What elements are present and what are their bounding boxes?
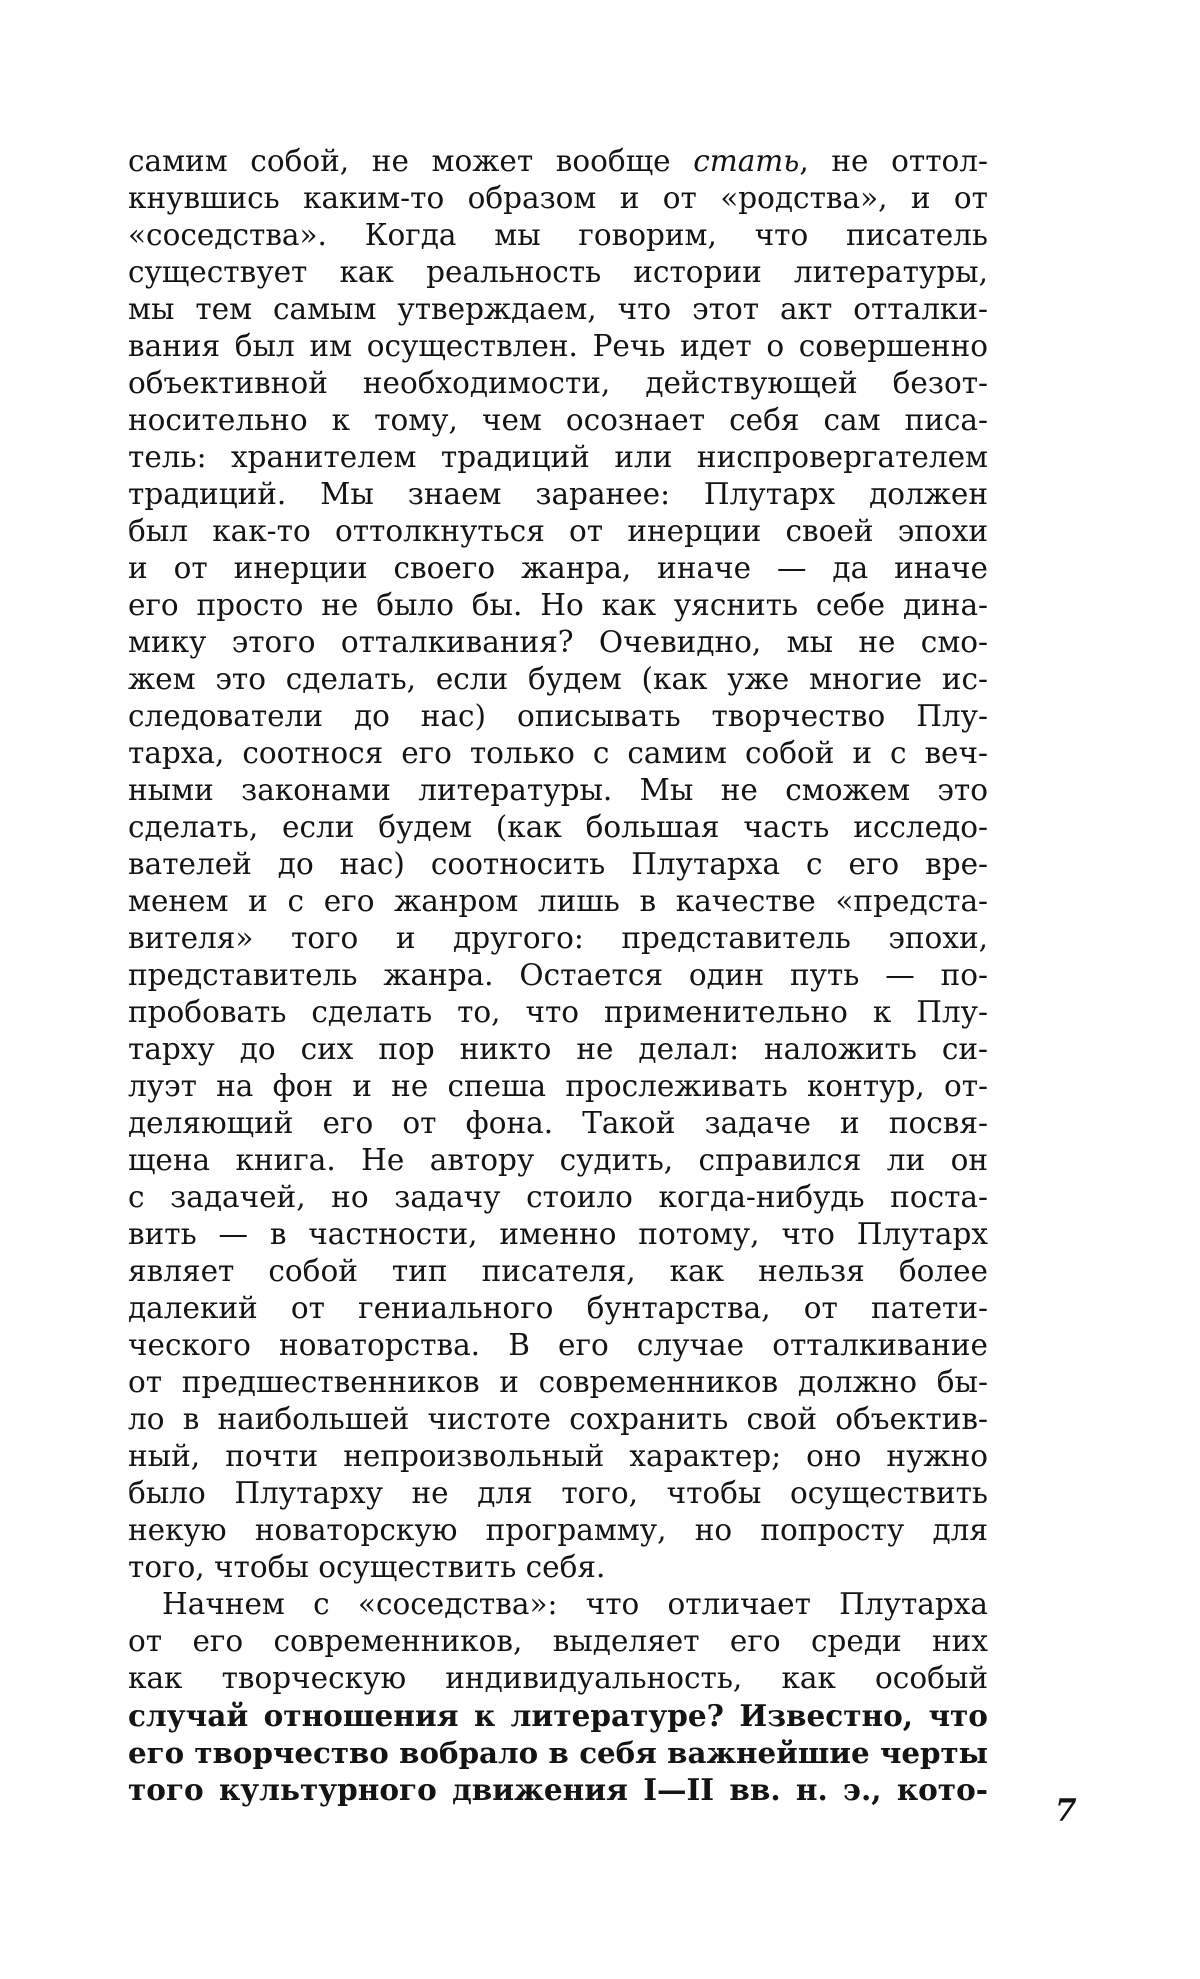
text-line: тарха, соотнося его только с самим собой и с веч- — [128, 736, 988, 770]
text-line: случай отношения к литературе? Известно, что — [128, 1698, 988, 1733]
text-line: деляющий его от фона. Такой задаче и посвя- — [128, 1106, 988, 1140]
text-line: далекий от гениального бунтарства, от патети- — [128, 1291, 988, 1325]
body-text — [128, 143, 988, 1808]
text-line: объективной необходимости, действующей безот- — [128, 366, 988, 400]
text-line: некую новаторскую программу, но попросту для — [128, 1513, 988, 1547]
text-line: вить — в частности, именно потому, что Плутарх — [128, 1217, 988, 1251]
text-line: мы тем самым утверждаем, что этот акт отталки- — [128, 292, 988, 326]
text-line: мику этого отталкивания? Очевидно, мы не смо- — [128, 625, 988, 659]
text-line: вателей до нас) соотносить Плутарха с его вре- — [128, 847, 988, 881]
text-line: было Плутарху не для того, чтобы осуществить — [128, 1476, 988, 1510]
text-line: от его современников, выделяет его среди них — [128, 1624, 988, 1658]
text-line: носительно к тому, чем осознает себя сам писа- — [128, 403, 988, 437]
text-line: существует как реальность истории литературы, — [128, 255, 988, 289]
text-line: луэт на фон и не спеша прослеживать контур, от- — [128, 1069, 988, 1103]
text-line: пробовать сделать то, что применительно к Плу- — [128, 995, 988, 1029]
text-line: его просто не было бы. Но как уяснить себе дина- — [128, 588, 988, 622]
text-line: того, чтобы осуществить себя. — [128, 1550, 606, 1584]
text-line: Начнем с «соседства»: что отличает Плутарха — [162, 1587, 988, 1621]
text-line: сделать, если будем (как большая часть исследо- — [128, 810, 988, 844]
text-line: вителя» того и другого: представитель эпохи, — [128, 921, 988, 955]
text-line: от предшественников и современников должно бы- — [128, 1365, 988, 1399]
text-line: представитель жанра. Остается один путь — по- — [128, 958, 988, 992]
text-line: самим собой, не может вообще стать, не оттол- — [128, 144, 988, 178]
text-line: менем и с его жанром лишь в качестве «предста- — [128, 884, 988, 918]
text-line: тарху до сих пор никто не делал: наложить си- — [128, 1032, 988, 1066]
text-line: того культурного движения I—II вв. н. э., кото- — [128, 1772, 988, 1807]
text-line: с задачей, но задачу стоило когда-нибудь поста- — [128, 1180, 988, 1214]
text-line: щена книга. Не автору судить, справился ли он — [128, 1143, 988, 1177]
text-line: ческого новаторства. В его случае отталкивание — [128, 1328, 988, 1362]
text-line: традиций. Мы знаем заранее: Плутарх должен — [128, 477, 988, 511]
text-line: как творческую индивидуальность, как особый — [128, 1661, 988, 1695]
text-line: кнувшись каким-то образом и от «родства», и от — [128, 181, 988, 215]
text-line: ло в наибольшей чистоте сохранить свой объектив- — [128, 1402, 988, 1436]
paragraph-2 — [128, 1586, 988, 1808]
paragraph-1 — [128, 143, 988, 1586]
text-line: ный, почти непроизвольный характер; оно нужно — [128, 1439, 988, 1473]
text-line: вания был им осуществлен. Речь идет о совершенно — [128, 329, 988, 363]
text-line: являет собой тип писателя, как нельзя более — [128, 1254, 988, 1288]
text-line: и от инерции своего жанра, иначе — да иначе — [128, 551, 988, 585]
text-line: тель: хранителем традиций или ниспровергателем — [128, 440, 988, 474]
text-line: следователи до нас) описывать творчество Плу- — [128, 699, 988, 733]
text-line: ными законами литературы. Мы не сможем это — [128, 773, 988, 807]
page-number: 7 — [1055, 1793, 1077, 1829]
text-line: был как-то оттолкнуться от инерции своей эпохи — [128, 514, 988, 548]
emphasized-word: стать — [693, 144, 800, 178]
text-line: «соседства». Когда мы говорим, что писатель — [128, 218, 988, 252]
text-line: жем это сделать, если будем (как уже многие ис- — [128, 662, 988, 696]
text-line: его творчество вобрало в себя важнейшие черты — [128, 1735, 988, 1770]
